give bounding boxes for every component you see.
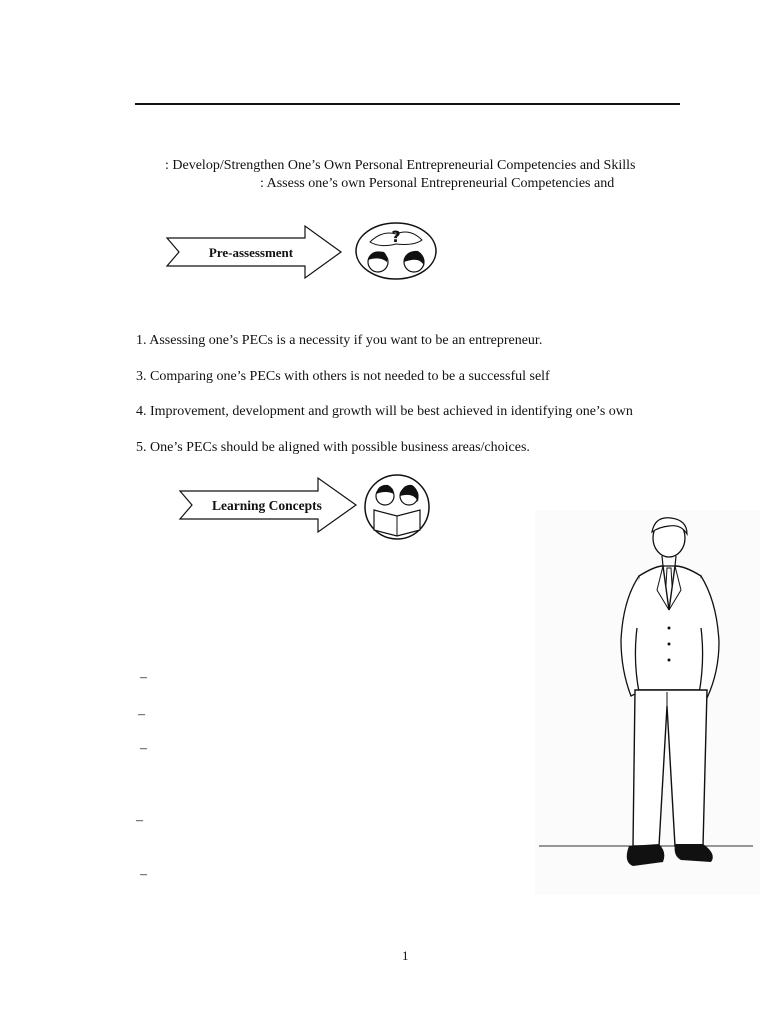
- objective-line-1: : Develop/Strengthen One’s Own Personal Entrepreneurial Competencies and Skills: [165, 158, 636, 173]
- dash-item: –: [140, 670, 147, 685]
- objective-line-2: : Assess one’s own Personal Entrepreneurial Competencies and: [260, 176, 615, 191]
- pre-assessment-arrow: [165, 224, 345, 280]
- dash-item: –: [138, 707, 145, 722]
- page-number: 1: [402, 948, 409, 963]
- question-mark: ?: [391, 227, 401, 246]
- statement-1: 1. Assessing one’s PECs is a necessity if you want to be an entrepreneur.: [136, 333, 543, 348]
- header-rule: [135, 103, 680, 105]
- businessman-illustration: [535, 510, 760, 895]
- dash-item: –: [140, 741, 147, 756]
- learning-concepts-label: Learning Concepts: [212, 498, 322, 513]
- pre-assessment-label: Pre-assessment: [208, 245, 294, 260]
- statement-4: 4. Improvement, development and growth will be best achieved in identifying one’s own: [136, 404, 633, 419]
- dash-item: –: [140, 867, 147, 882]
- thinking-faces-icon: [354, 220, 440, 282]
- statement-5: 5. One’s PECs should be aligned with possible business areas/choices.: [136, 440, 530, 455]
- reading-students-icon: [362, 472, 432, 542]
- learning-concepts-arrow: [178, 476, 360, 534]
- dash-item: –: [136, 813, 143, 828]
- statement-3: 3. Comparing one’s PECs with others is not needed to be a successful self: [136, 369, 550, 384]
